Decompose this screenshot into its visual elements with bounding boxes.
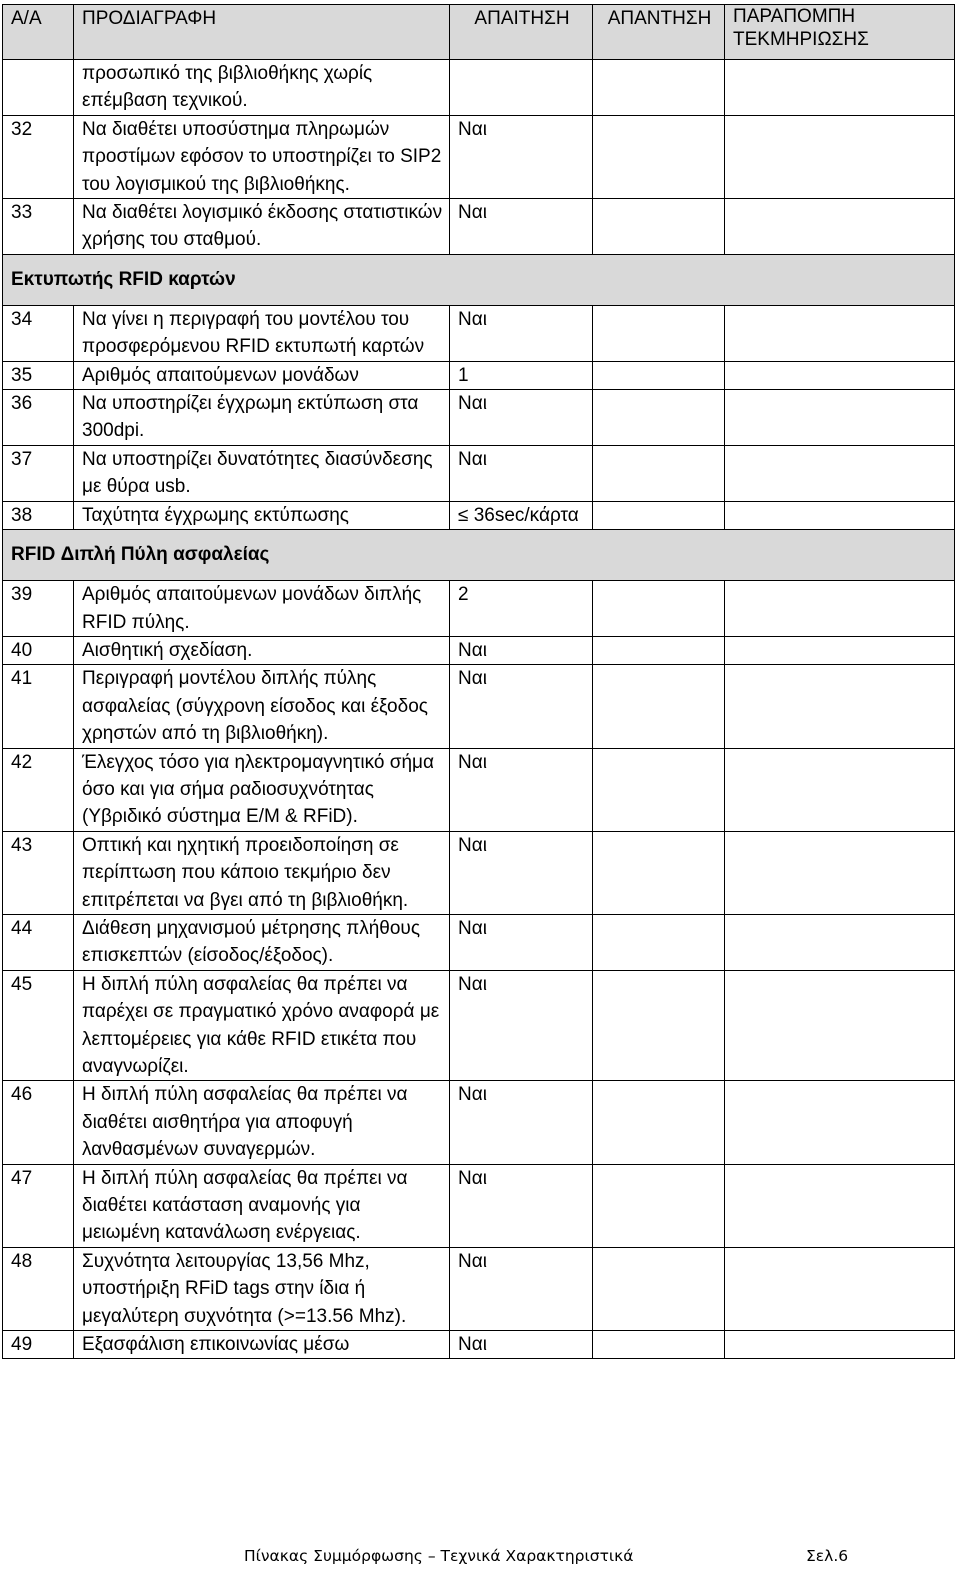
table-row-36 bbox=[3, 390, 955, 446]
row-answer bbox=[593, 60, 725, 116]
row-req: Ναι bbox=[450, 1081, 593, 1164]
row-req: 2 bbox=[450, 581, 593, 637]
row-reference bbox=[725, 831, 955, 914]
row-spec: Να υποστηρίζει έγχρωμη εκτύπωση στα 300dpi. bbox=[74, 390, 450, 446]
row-req: Ναι bbox=[450, 1247, 593, 1330]
row-number: 43 bbox=[3, 831, 74, 914]
section-row-rfid-printer bbox=[3, 254, 955, 305]
table-row-35 bbox=[3, 361, 955, 389]
row-spec: Αισθητική σχεδίαση. bbox=[74, 636, 450, 664]
row-req: Ναι bbox=[450, 1164, 593, 1247]
row-answer bbox=[593, 748, 725, 831]
row-spec: Να διαθέτει υποσύστημα πληρωμών προστίμων εφόσον το υποστηρίζει το SIP2 του λογισμικού της βιβλιοθήκης. bbox=[74, 115, 450, 198]
row-number: 37 bbox=[3, 445, 74, 501]
table-row-49 bbox=[3, 1331, 955, 1359]
row-reference bbox=[725, 60, 955, 116]
row-reference bbox=[725, 914, 955, 970]
row-number: 44 bbox=[3, 914, 74, 970]
row-spec: Οπτική και ηχητική προειδοποίηση σε περίπτωση που κάποιο τεκμήριο δεν επιτρέπεται να βγει από τη βιβλιοθήκη. bbox=[74, 831, 450, 914]
table-header-row bbox=[3, 5, 955, 60]
row-reference bbox=[725, 1081, 955, 1164]
row-spec: Διάθεση μηχανισμού μέτρησης πλήθους επισκεπτών (είσοδος/έξοδος). bbox=[74, 914, 450, 970]
row-req: Ναι bbox=[450, 305, 593, 361]
row-answer bbox=[593, 115, 725, 198]
row-number: 47 bbox=[3, 1164, 74, 1247]
row-number: 48 bbox=[3, 1247, 74, 1330]
row-reference bbox=[725, 501, 955, 529]
row-reference bbox=[725, 665, 955, 748]
row-reference bbox=[725, 361, 955, 389]
row-answer bbox=[593, 501, 725, 529]
table-row-48 bbox=[3, 1247, 955, 1330]
compliance-table bbox=[2, 4, 955, 1359]
row-number bbox=[3, 60, 74, 116]
row-spec: Εξασφάλιση επικοινωνίας μέσω bbox=[74, 1331, 450, 1359]
row-reference bbox=[725, 115, 955, 198]
row-number: 38 bbox=[3, 501, 74, 529]
row-reference bbox=[725, 305, 955, 361]
row-answer bbox=[593, 665, 725, 748]
row-spec: Η διπλή πύλη ασφαλείας θα πρέπει να παρέχει σε πραγματικό χρόνο αναφορά με λεπτομέρειες για κάθε RFID ετικέτα που αναγνωρίζει. bbox=[74, 970, 450, 1081]
row-spec: Να διαθέτει λογισμικό έκδοσης στατιστικών χρήσης του σταθμού. bbox=[74, 199, 450, 255]
row-number: 39 bbox=[3, 581, 74, 637]
row-answer bbox=[593, 831, 725, 914]
row-req bbox=[450, 60, 593, 116]
row-answer bbox=[593, 445, 725, 501]
row-answer bbox=[593, 1331, 725, 1359]
row-req: Ναι bbox=[450, 390, 593, 446]
row-answer bbox=[593, 1081, 725, 1164]
table-row-32 bbox=[3, 115, 955, 198]
header-aa: Α/Α bbox=[3, 5, 74, 60]
row-spec: Αριθμός απαιτούμενων μονάδων διπλής RFID πύλης. bbox=[74, 581, 450, 637]
row-req: Ναι bbox=[450, 665, 593, 748]
row-reference bbox=[725, 581, 955, 637]
table-row-continuation bbox=[3, 60, 955, 116]
page-number: Σελ.6 bbox=[806, 1547, 849, 1565]
row-spec: Περιγραφή μοντέλου διπλής πύλης ασφαλείας (σύγχρονη είσοδος και έξοδος χρηστών από τη βιβλιοθήκη). bbox=[74, 665, 450, 748]
row-reference bbox=[725, 199, 955, 255]
row-req: Ναι bbox=[450, 1331, 593, 1359]
row-answer bbox=[593, 305, 725, 361]
row-answer bbox=[593, 636, 725, 664]
table-row-42 bbox=[3, 748, 955, 831]
row-req: Ναι bbox=[450, 748, 593, 831]
row-number: 42 bbox=[3, 748, 74, 831]
row-reference bbox=[725, 636, 955, 664]
header-req: ΑΠΑΙΤΗΣΗ bbox=[450, 5, 593, 60]
row-number: 35 bbox=[3, 361, 74, 389]
row-spec: Ταχύτητα έγχρωμης εκτύπωσης bbox=[74, 501, 450, 529]
row-answer bbox=[593, 970, 725, 1081]
row-req: Ναι bbox=[450, 636, 593, 664]
row-reference bbox=[725, 1331, 955, 1359]
row-req: Ναι bbox=[450, 831, 593, 914]
row-spec: Αριθμός απαιτούμενων μονάδων bbox=[74, 361, 450, 389]
row-req: Ναι bbox=[450, 970, 593, 1081]
header-spec: ΠΡΟΔΙΑΓΡΑΦΗ bbox=[74, 5, 450, 60]
section-row-rfid-gate bbox=[3, 530, 955, 581]
section-title: RFID Διπλή Πύλη ασφαλείας bbox=[3, 530, 955, 581]
header-ans: ΑΠΑΝΤΗΣΗ bbox=[593, 5, 725, 60]
row-spec: Έλεγχος τόσο για ηλεκτρομαγνητικό σήμα όσο και για σήμα ραδιοσυχνότητας (Υβριδικό σύστημα Ε/Μ & RFiD). bbox=[74, 748, 450, 831]
row-reference bbox=[725, 445, 955, 501]
row-number: 45 bbox=[3, 970, 74, 1081]
row-spec: Συχνότητα λειτουργίας 13,56 Mhz, υποστήριξη RFiD tags στην ίδια ή μεγαλύτερη συχνότητα (>=13.56 Mhz). bbox=[74, 1247, 450, 1330]
row-answer bbox=[593, 361, 725, 389]
table-row-34 bbox=[3, 305, 955, 361]
row-spec: προσωπικό της βιβλιοθήκης χωρίς επέμβαση τεχνικού. bbox=[74, 60, 450, 116]
table-row-46 bbox=[3, 1081, 955, 1164]
row-answer bbox=[593, 914, 725, 970]
row-spec: Να υποστηρίζει δυνατότητες διασύνδεσης με θύρα usb. bbox=[74, 445, 450, 501]
row-reference bbox=[725, 970, 955, 1081]
row-req: Ναι bbox=[450, 115, 593, 198]
table-row-47 bbox=[3, 1164, 955, 1247]
row-reference bbox=[725, 1247, 955, 1330]
section-title: Εκτυπωτής RFID καρτών bbox=[3, 254, 955, 305]
row-req: 1 bbox=[450, 361, 593, 389]
row-reference bbox=[725, 390, 955, 446]
row-req: ≤ 36sec/κάρτα bbox=[450, 501, 593, 529]
row-number: 32 bbox=[3, 115, 74, 198]
table-row-45 bbox=[3, 970, 955, 1081]
row-answer bbox=[593, 390, 725, 446]
row-reference bbox=[725, 1164, 955, 1247]
row-answer bbox=[593, 199, 725, 255]
row-req: Ναι bbox=[450, 199, 593, 255]
table-row-44 bbox=[3, 914, 955, 970]
footer-title: Πίνακας Συμμόρφωσης – Τεχνικά Χαρακτηριστικά bbox=[244, 1547, 634, 1565]
row-number: 49 bbox=[3, 1331, 74, 1359]
row-number: 36 bbox=[3, 390, 74, 446]
row-spec: Η διπλή πύλη ασφαλείας θα πρέπει να διαθέτει αισθητήρα για αποφυγή λανθασμένων συναγερμών. bbox=[74, 1081, 450, 1164]
table-row-40 bbox=[3, 636, 955, 664]
row-answer bbox=[593, 1164, 725, 1247]
row-req: Ναι bbox=[450, 445, 593, 501]
row-number: 41 bbox=[3, 665, 74, 748]
row-answer bbox=[593, 581, 725, 637]
table-row-39 bbox=[3, 581, 955, 637]
table-row-43 bbox=[3, 831, 955, 914]
row-spec: Η διπλή πύλη ασφαλείας θα πρέπει να διαθέτει κατάσταση αναμονής για μειωμένη κατανάλωση ενέργειας. bbox=[74, 1164, 450, 1247]
table-row-33 bbox=[3, 199, 955, 255]
row-req: Ναι bbox=[450, 914, 593, 970]
row-number: 34 bbox=[3, 305, 74, 361]
row-number: 33 bbox=[3, 199, 74, 255]
table-row-41 bbox=[3, 665, 955, 748]
table-row-38 bbox=[3, 501, 955, 529]
header-ref: ΠΑΡΑΠΟΜΠΗ ΤΕΚΜΗΡΙΩΣΗΣ bbox=[725, 5, 955, 60]
row-answer bbox=[593, 1247, 725, 1330]
row-reference bbox=[725, 748, 955, 831]
row-number: 46 bbox=[3, 1081, 74, 1164]
table-row-37 bbox=[3, 445, 955, 501]
row-spec: Να γίνει η περιγραφή του μοντέλου του προσφερόμενου RFID εκτυπωτή καρτών bbox=[74, 305, 450, 361]
row-number: 40 bbox=[3, 636, 74, 664]
